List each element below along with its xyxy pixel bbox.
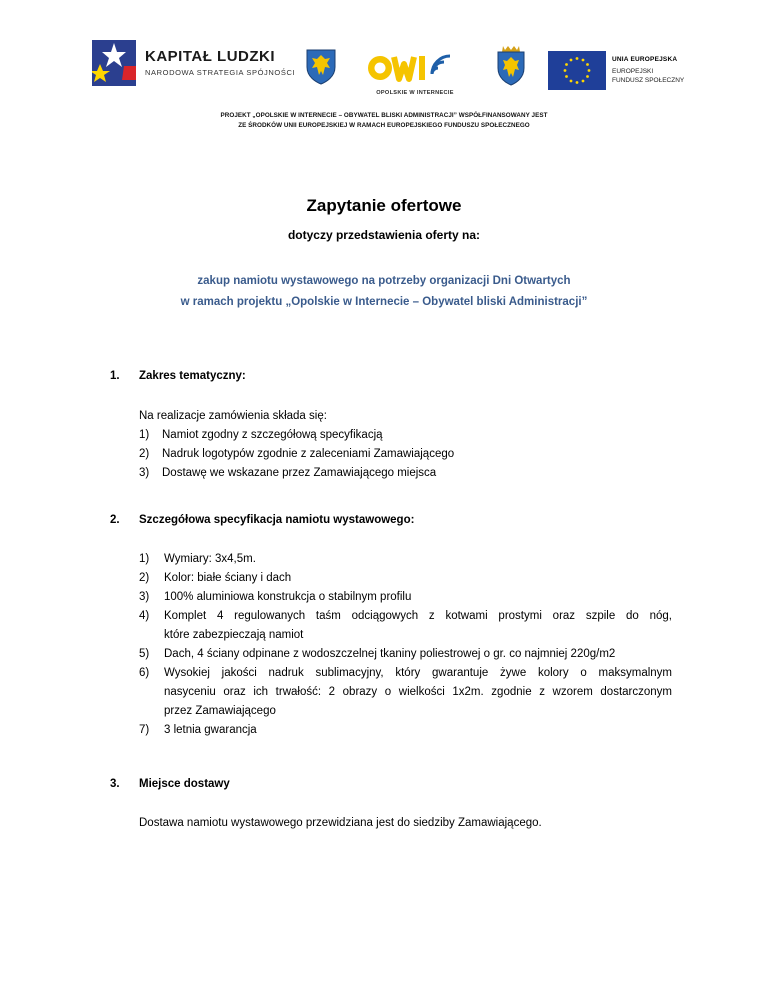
list-item: Kolor: białe ściany i dach (164, 572, 292, 584)
owi-logo-icon (366, 50, 462, 92)
list-item-number: 7) (139, 724, 150, 736)
list-item-number: 2) (139, 448, 150, 460)
list-item-number: 2) (139, 572, 150, 584)
list-item: Nadruk logotypów zgodnie z zaleceniami Zamawiającego (162, 448, 455, 460)
list-item: Namiot zgodny z szczegółową specyfikacją (162, 429, 383, 441)
subject-line1: zakup namiotu wystawowego na potrzeby organizacji Dni Otwartych (197, 275, 571, 287)
list-item-continuation: które zabezpieczają namiot (164, 629, 304, 641)
section-3-text: Dostawa namiotu wystawowego przewidziana jest do siedziby Zamawiającego. (139, 817, 542, 829)
section-2-number: 2. (110, 514, 120, 526)
list-item: 3 letnia gwarancja (164, 724, 257, 736)
list-item-number: 1) (139, 429, 150, 441)
list-item-number: 3) (139, 467, 150, 479)
subject-line2: w ramach projektu „Opolskie w Internecie – Obywatel bliski Administracji” (180, 296, 588, 308)
list-item: Wysokiej jakości nadruk sublimacyjny, który gwarantuje żywe kolory o maksymalnym (164, 667, 672, 679)
list-item-number: 1) (139, 553, 150, 565)
section-1-intro: Na realizacje zamówienia składa się: (139, 410, 327, 422)
project-note-line1: PROJEKT „OPOLSKIE W INTERNECIE – OBYWATEL BLISKI ADMINISTRACJI” WSPÓŁFINANSOWANY JEST (220, 112, 548, 119)
list-item-continuation: nasyceniu oraz ich trwałość: 2 obrazy o wielkości 1x2m. zgodnie z wzorem dostarczonym (164, 686, 672, 698)
section-1-number: 1. (110, 370, 120, 382)
list-item: Komplet 4 regulowanych taśm odciągowych z kotwami prostymi oraz szpile do nóg, (164, 610, 672, 622)
eu-title: UNIA EUROPEJSKA (612, 56, 678, 63)
eu-flag-icon (548, 51, 606, 90)
list-item-number: 5) (139, 648, 150, 660)
list-item: Dach, 4 ściany odpinane z wodoszczelnej tkaniny poliestrowej o gr. co najmniej 220g/m2 (164, 648, 616, 660)
list-item: Wymiary: 3x4,5m. (164, 553, 256, 565)
eu-subtitle-line1: EUROPEJSKI (612, 68, 654, 75)
section-2-title: Szczegółowa specyfikacja namiotu wystawowego: (139, 514, 415, 526)
project-note-line2: ZE ŚRODKÓW UNII EUROPEJSKIEJ W RAMACH EUROPEJSKIEGO FUNDUSZU SPOŁECZNEGO (238, 122, 530, 129)
list-item-number: 4) (139, 610, 150, 622)
eu-subtitle-line2: FUNDUSZ SPOŁECZNY (612, 77, 685, 84)
kapital-ludzki-title: KAPITAŁ LUDZKI (145, 48, 276, 65)
section-1-title: Zakres tematyczny: (139, 370, 246, 382)
list-item: 100% aluminiowa konstrukcja o stabilnym profilu (164, 591, 412, 603)
opole-coat-of-arms-icon (306, 49, 336, 85)
list-item-number: 6) (139, 667, 150, 679)
list-item: Dostawę we wskazane przez Zamawiającego miejsca (162, 467, 437, 479)
owi-subtitle: OPOLSKIE W INTERNECIE (376, 90, 454, 96)
section-3-title: Miejsce dostawy (139, 778, 230, 790)
list-item-continuation: przez Zamawiającego (164, 705, 276, 717)
kapital-ludzki-logo-icon (92, 40, 136, 86)
section-3-number: 3. (110, 778, 120, 790)
kapital-ludzki-subtitle: NARODOWA STRATEGIA SPÓJNOŚCI (145, 68, 296, 77)
document-title: Zapytanie ofertowe (306, 196, 462, 215)
list-item-number: 3) (139, 591, 150, 603)
opole-region-coat-of-arms-icon (496, 46, 526, 86)
document-subtitle: dotyczy przedstawienia oferty na: (287, 228, 481, 242)
